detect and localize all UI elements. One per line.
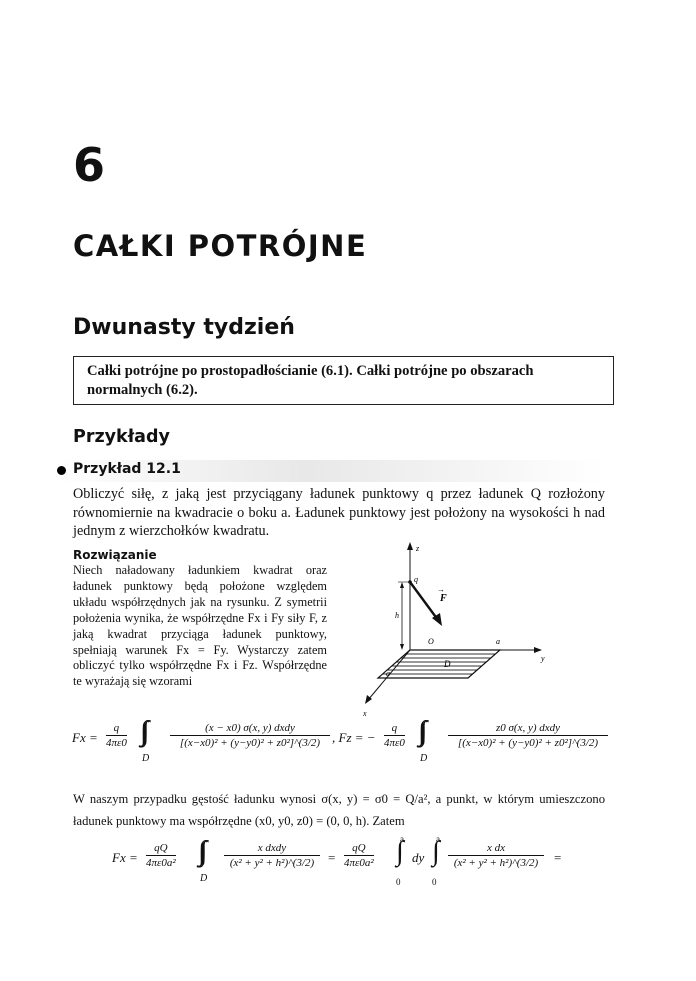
integral-y: ∫	[396, 836, 398, 867]
eq3-den: (x² + y² + h²)^(3/2)	[229, 857, 315, 869]
label-D: D	[444, 659, 451, 669]
charged-square	[378, 650, 500, 678]
label-h: h	[395, 611, 399, 620]
eq3-coef2-num: qQ	[344, 842, 374, 856]
eq3-lhs: Fx =	[112, 850, 138, 865]
int2-lower: 0	[432, 877, 437, 887]
examples-heading: Przykłady	[73, 427, 170, 447]
eq3-dy: dy	[412, 850, 425, 865]
eq1-den: [(x−x0)² + (y−y0)² + z0²]^(3/2)	[179, 737, 321, 749]
label-q: q	[414, 575, 418, 584]
chapter-title: CAŁKI POTRÓJNE	[73, 229, 368, 263]
label-F: F	[440, 593, 447, 604]
eq3-coef-num: qQ	[146, 842, 176, 856]
eq3-num: x dxdy	[224, 842, 320, 856]
force-vector	[410, 582, 438, 620]
topics-box	[73, 356, 614, 405]
int1-lower: 0	[396, 877, 401, 887]
density-paragraph: W naszym przypadku gęstość ładunku wynosi σ(x, y) = σ0 = Q/a², a punkt, w którym umieszczono ładunek punktowy ma współrzędne (x0, y0, z0) = (0, 0, h). Zatem	[73, 792, 605, 828]
eq2-num: z0 σ(x, y) dxdy	[448, 722, 608, 736]
int2-upper: a	[436, 834, 440, 844]
double-integral-1: ∫∫	[140, 716, 144, 747]
eq1-coef	[106, 722, 127, 749]
height-arrow-top	[400, 582, 404, 588]
example-label: Przykład 12.1	[73, 461, 181, 477]
eq1-domain: D	[142, 753, 150, 764]
y-axis-arrow	[534, 647, 542, 653]
eq1-fraction	[170, 722, 330, 749]
chapter-number: 6	[73, 138, 107, 192]
bullet-icon	[57, 466, 66, 475]
eq2-fraction	[448, 722, 608, 749]
problem-statement: Obliczyć siłę, z jaką jest przyciągany ładunek punktowy q przez ładunek Q rozłożony równomiernie na kwadracie o boku a. Ładunek punktowy jest położony na wysokości h nad jednym z wierzchołków kwadratu.	[73, 486, 605, 540]
section-title: Dwunasty tydzień	[73, 315, 295, 340]
solution-label: Rozwiązanie	[73, 548, 157, 562]
double-integral-3: ∫∫	[198, 836, 202, 867]
eq3-coef-den: 4πε0a²	[146, 857, 176, 869]
eq3-end: =	[554, 850, 562, 865]
label-z: z	[416, 544, 420, 553]
label-a-y: a	[496, 637, 500, 646]
eq3-domain: D	[200, 873, 208, 884]
eq3-fraction2	[448, 842, 544, 869]
double-integral-2: ∫∫	[418, 716, 422, 747]
label-x: x	[363, 709, 367, 718]
int1-upper: a	[400, 834, 404, 844]
label-y: y	[541, 654, 545, 663]
eq2-coef-den: 4πε0	[384, 737, 405, 749]
eq2-domain: D	[420, 753, 428, 764]
label-O: O	[428, 637, 434, 646]
eq2-lhs: , Fz = −	[332, 730, 376, 745]
eq1-num: (x − x0) σ(x, y) dxdy	[170, 722, 330, 736]
height-arrow-bottom	[400, 644, 404, 650]
eq3-num2: x dx	[448, 842, 544, 856]
equation-fx	[112, 834, 602, 896]
eq1-coef-den: 4πε0	[106, 737, 127, 749]
integral-x: ∫	[432, 836, 434, 867]
eq3-coef	[146, 842, 176, 869]
eq3-fraction	[224, 842, 320, 869]
topics-text: Całki potrójne po prostopadłościanie (6.1). Całki potrójne po obszarach normalnych (6.2).	[87, 363, 534, 398]
coordinate-figure	[362, 540, 562, 720]
solution-text: Niech naładowany ładunkiem kwadrat oraz ładunek punktowy będą położone względem układu współrzędnych jak na rysunku. Z symetrii położenia wynika, że współrzędne Fx i Fy siły F, z jaką kwadrat przyciąga ładunek punktowy, spełniają warunek Fx = Fy. Wystarczy zatem obliczyć tylko współrzędne Fx i Fz. Współrzędne te wyrażają się wzorami	[73, 563, 327, 689]
label-a-x: a	[386, 669, 390, 678]
label-F-arrow: →	[437, 585, 445, 594]
eq3-den2: (x² + y² + h²)^(3/2)	[453, 857, 539, 869]
eq1-coef-num: q	[106, 722, 127, 736]
eq1-lhs: Fx =	[72, 730, 98, 745]
eq2-coef-num: q	[384, 722, 405, 736]
z-axis-arrow	[407, 542, 413, 550]
eq2-coef	[384, 722, 405, 749]
eq2-den: [(x−x0)² + (y−y0)² + z0²]^(3/2)	[457, 737, 599, 749]
eq3-equals: =	[328, 850, 336, 865]
eq3-coef2-den: 4πε0a²	[344, 857, 374, 869]
equation-forces	[72, 716, 612, 768]
eq3-coef2	[344, 842, 374, 869]
